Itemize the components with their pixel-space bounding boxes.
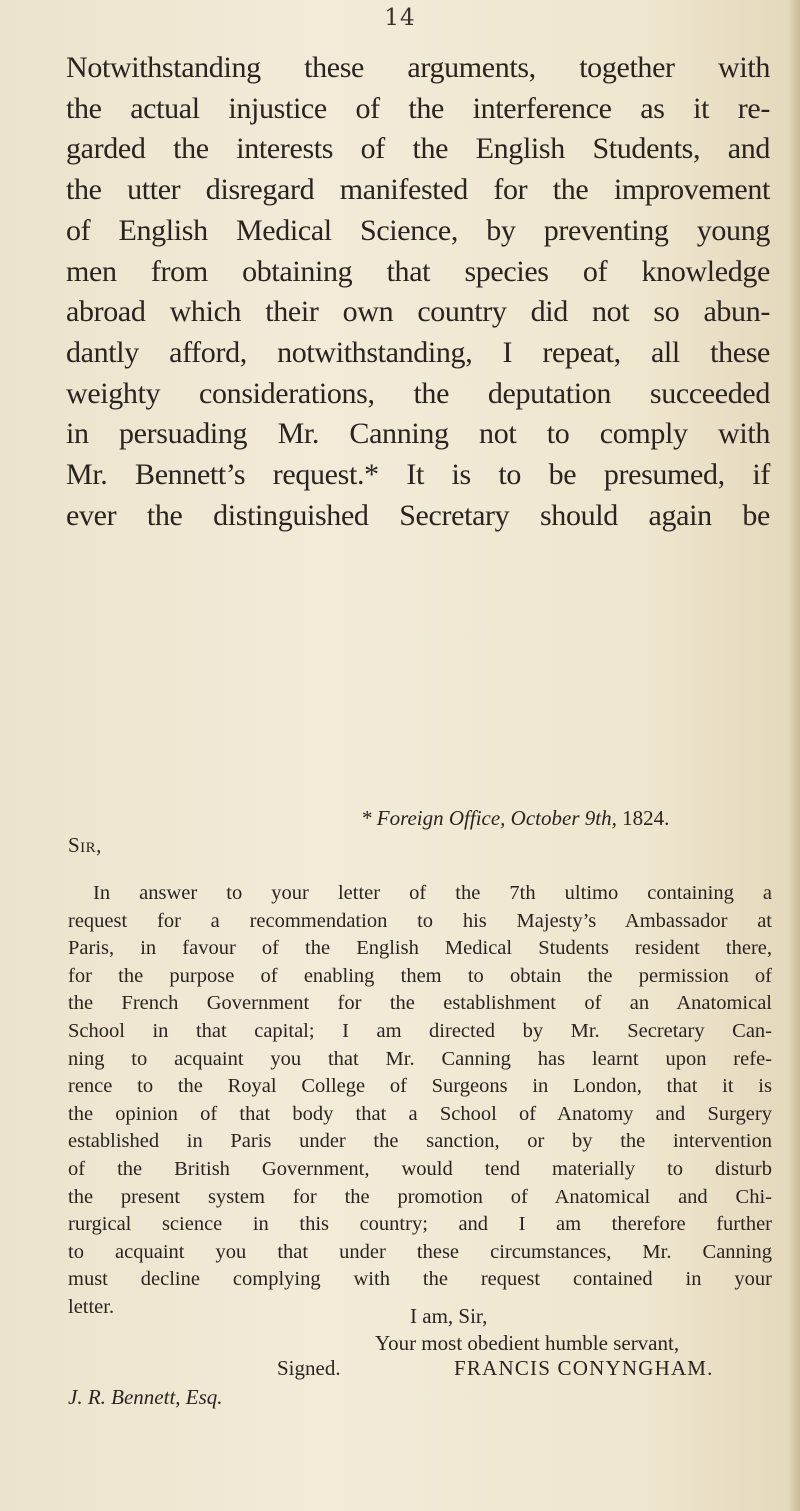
footnote-line: ning to acquaint you that Mr. Canning has learnt upon refe- — [68, 1047, 772, 1070]
footnote-line: letter. — [68, 1295, 115, 1318]
footnote-line: established in Paris under the sanction, or by the intervention — [68, 1130, 772, 1153]
letter-closing-1: I am, Sir, — [410, 1304, 488, 1328]
signed-label: Signed. — [277, 1356, 341, 1380]
page-edge-shadow — [788, 0, 800, 1511]
footnote-line: the present system for the promotion of Anatomical and Chi- — [68, 1185, 772, 1208]
signer-name: FRANCIS CONYNGHAM. — [454, 1356, 714, 1380]
main-text-line: in persuading Mr. Canning not to comply with — [66, 417, 770, 451]
main-text-line: dantly afford, notwithstanding, I repeat, all these — [66, 335, 770, 369]
main-text-line: men from obtaining that species of knowledge — [66, 254, 770, 288]
footnote-line: for the purpose of enabling them to obtain the permission of — [68, 964, 772, 987]
footnote-line: Paris, in favour of the English Medical Students resident there, — [68, 937, 772, 960]
page-number: 14 — [384, 5, 416, 31]
footnote-line: In answer to your letter of the 7th ultimo containing a — [93, 882, 772, 904]
footnote-line: must decline complying with the request contained in your — [68, 1268, 772, 1291]
footnote-line: the French Government for the establishment of an Anatomical — [68, 992, 772, 1015]
footnote-dateline — [361, 806, 669, 831]
footnote-place: Foreign Office, October — [376, 806, 580, 830]
main-text-line: of English Medical Science, by preventing young — [66, 213, 770, 247]
footnote-day: 9th, — [584, 806, 617, 830]
main-text-line: Notwithstanding these arguments, together with — [66, 51, 770, 84]
footnote-line: the opinion of that body that a School of Anatomy and Surgery — [68, 1102, 772, 1125]
footnote-year: 1824. — [622, 806, 670, 830]
footnote-marker: * — [361, 806, 372, 830]
footnote-salutation: Sir, — [68, 833, 102, 857]
main-paragraph — [66, 48, 770, 536]
footnote-letter-body — [68, 880, 772, 1322]
footnote-line: School in that capital; I am directed by Mr. Secretary Can- — [68, 1019, 772, 1042]
main-text-line: the actual injustice of the interference as it re- — [66, 91, 770, 125]
footnote-line: rence to the Royal College of Surgeons in London, that it is — [68, 1075, 772, 1098]
main-text-line: ever the distinguished Secretary should again be — [66, 498, 770, 532]
main-text-line: Mr. Bennett’s request.* It is to be presumed, if — [66, 458, 770, 492]
main-text-line: weighty considerations, the deputation succeeded — [66, 376, 770, 410]
main-text-line: garded the interests of the English Students, and — [66, 132, 770, 166]
main-text-line: the utter disregard manifested for the improvement — [66, 173, 770, 207]
letter-closing-2: Your most obedient humble servant, — [375, 1331, 680, 1355]
footnote-line: to acquaint you that under these circumstances, Mr. Canning — [68, 1240, 772, 1263]
footnote-line: of the British Government, would tend materially to disturb — [68, 1157, 772, 1180]
letter-addressee: J. R. Bennett, Esq. — [68, 1385, 223, 1409]
footnote-line: request for a recommendation to his Majesty’s Ambassador at — [68, 909, 772, 932]
main-text-line: abroad which their own country did not so abun- — [66, 295, 770, 329]
footnote-line: rurgical science in this country; and I am therefore further — [68, 1213, 772, 1236]
